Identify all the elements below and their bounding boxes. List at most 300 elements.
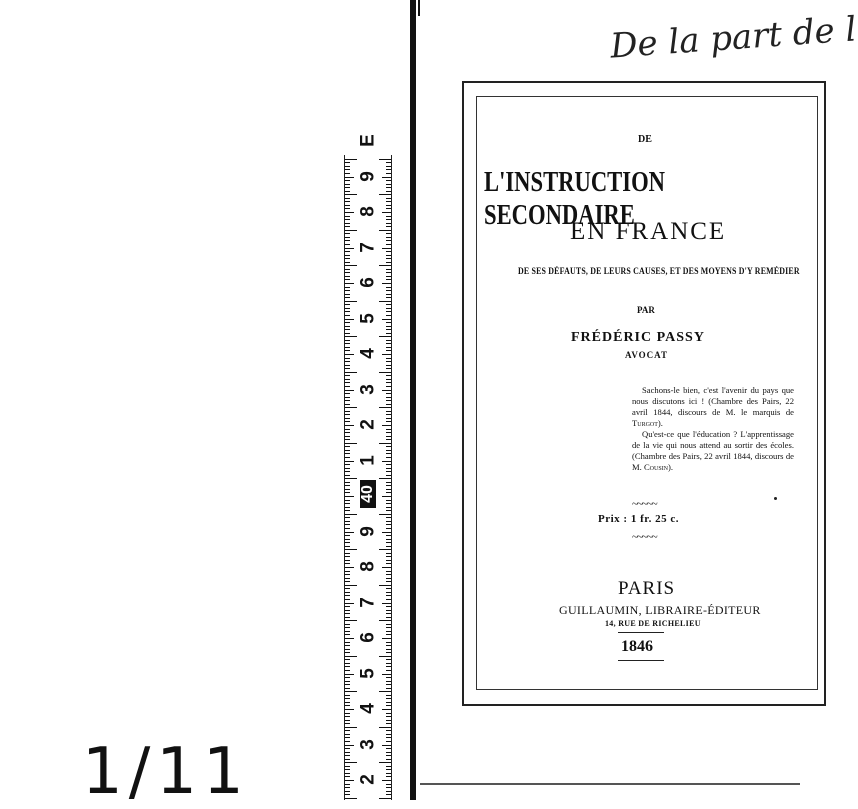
ruler-tick — [345, 549, 357, 550]
ruler-tick — [345, 734, 350, 735]
ruler-tick — [386, 269, 391, 270]
epigraph-attribution-1: Turgot — [632, 418, 658, 428]
ruler-tick — [345, 723, 350, 724]
ruler-tick — [345, 741, 350, 742]
ruler-tick — [345, 404, 350, 405]
book-title-line2: EN FRANCE — [570, 218, 727, 245]
ruler-tick — [386, 578, 391, 579]
ruler-tick — [379, 159, 391, 160]
ruler-tick — [379, 798, 391, 799]
ruler-tick — [345, 425, 354, 426]
ruler-tick — [386, 698, 391, 699]
ruler-tick — [345, 343, 350, 344]
ruler-tick — [382, 496, 391, 497]
ruler-tick — [386, 713, 391, 714]
ruler-tick — [386, 201, 391, 202]
ruler-tick — [386, 517, 391, 518]
ruler-tick — [386, 436, 391, 437]
ruler-tick — [386, 741, 391, 742]
ruler-tick — [345, 528, 350, 529]
ruler-tick — [386, 255, 391, 256]
ruler-tick — [345, 766, 350, 767]
ruler-tick — [345, 471, 350, 472]
ruler-tick — [345, 720, 350, 721]
epigraph-quote-1 — [632, 385, 794, 429]
ruler-tick — [345, 705, 350, 706]
ruler-tick — [345, 361, 350, 362]
ruler-tick — [386, 382, 391, 383]
ruler-tick — [386, 631, 391, 632]
ruler-tick — [345, 436, 350, 437]
ruler-tick — [345, 461, 354, 462]
ruler-tick — [386, 191, 391, 192]
ruler-number: 5 — [357, 667, 379, 679]
ruler-tick — [386, 766, 391, 767]
ruler-tick — [345, 603, 354, 604]
epigraph — [632, 385, 794, 473]
ruler-tick — [386, 645, 391, 646]
ruler-tick — [386, 450, 391, 451]
ruler-tick — [345, 354, 354, 355]
ruler-tick — [386, 730, 391, 731]
ruler-tick — [379, 762, 391, 763]
ruler-tick — [345, 649, 350, 650]
ruler-tick — [386, 670, 391, 671]
ruler-tick — [345, 677, 350, 678]
ruler-tick — [386, 347, 391, 348]
ruler-tick — [345, 581, 350, 582]
ruler-tick — [386, 379, 391, 380]
ruler-tick — [386, 553, 391, 554]
ruler-tick — [386, 358, 391, 359]
ruler-tick — [379, 372, 391, 373]
ruler-tick — [345, 475, 350, 476]
ruler-tick — [345, 194, 357, 195]
ruler-tick — [386, 681, 391, 682]
ruler-tick — [345, 752, 350, 753]
ruler-tick — [345, 439, 350, 440]
ruler-tick — [386, 560, 391, 561]
ruler-tick — [345, 482, 350, 483]
ruler-tick — [345, 223, 350, 224]
year-rule-bottom — [618, 660, 664, 661]
ruler-tick — [345, 347, 350, 348]
ruler-tick — [379, 620, 391, 621]
ruler-tick — [345, 784, 350, 785]
ruler-tick — [345, 652, 350, 653]
stray-mark — [774, 497, 777, 500]
ruler-tick — [382, 354, 391, 355]
ruler-tick — [345, 393, 350, 394]
ruler-tick — [386, 205, 391, 206]
ruler-tick — [345, 698, 350, 699]
epigraph-attribution-2: Cousin — [643, 462, 669, 472]
ruler-tick — [345, 201, 350, 202]
ruler-tick — [386, 581, 391, 582]
ruler-tick — [345, 432, 350, 433]
epigraph-quote-2 — [632, 429, 794, 473]
ruler-tick — [386, 556, 391, 557]
ruler-tick — [345, 510, 350, 511]
ruler-tick — [345, 333, 350, 334]
ruler-tick — [345, 390, 354, 391]
ruler-tick — [345, 713, 350, 714]
ruler-tick — [345, 521, 350, 522]
ruler-tick — [386, 226, 391, 227]
ruler-tick — [345, 162, 350, 163]
ruler-tick — [345, 365, 350, 366]
ruler-tick — [345, 251, 350, 252]
ruler-tick — [386, 272, 391, 273]
ruler-tick — [386, 503, 391, 504]
ruler-number: 7 — [357, 241, 379, 253]
ruler-tick — [345, 269, 350, 270]
ruler-tick — [386, 684, 391, 685]
ruler-tick — [386, 180, 391, 181]
ruler-tick — [386, 510, 391, 511]
ruler-tick — [386, 606, 391, 607]
ruler-tick — [345, 326, 350, 327]
year-rule-top — [618, 632, 664, 633]
ruler-tick — [345, 624, 350, 625]
ruler-tick — [386, 485, 391, 486]
ruler-tick — [345, 496, 354, 497]
author-name: FRÉDÉRIC PASSY — [571, 330, 705, 345]
ruler-tick — [345, 716, 350, 717]
ruler-tick — [345, 212, 354, 213]
ruler-tick — [345, 329, 350, 330]
ruler-tick — [345, 184, 350, 185]
ruler-tick — [345, 336, 357, 337]
ruler-tick — [386, 169, 391, 170]
ruler-tick — [379, 443, 391, 444]
ruler-tick — [345, 219, 350, 220]
ruler-tick — [386, 468, 391, 469]
ruler-tick — [386, 627, 391, 628]
ruler-tick — [345, 287, 350, 288]
ruler-tick — [379, 514, 391, 515]
ruler-tick — [345, 485, 350, 486]
ruler-tick — [345, 659, 350, 660]
ruler-tick — [345, 265, 357, 266]
handwritten-inscription: De la part de l — [608, 9, 858, 67]
ruler-tick — [345, 166, 350, 167]
ruler-tick — [345, 255, 350, 256]
ruler-tick — [345, 613, 350, 614]
ruler-tick — [386, 489, 391, 490]
ruler-tick — [345, 542, 350, 543]
ruler-tick — [379, 265, 391, 266]
publication-city: PARIS — [618, 578, 676, 599]
ruler-tick — [345, 514, 357, 515]
ruler-tick — [382, 745, 391, 746]
ruler-tick — [345, 262, 350, 263]
ruler-tick — [386, 279, 391, 280]
ruler-tick — [345, 688, 350, 689]
ruler-tick — [345, 382, 350, 383]
ruler-tick — [345, 311, 350, 312]
ruler-tick — [386, 705, 391, 706]
ruler-tick — [345, 322, 350, 323]
ruler-tick — [345, 397, 350, 398]
measuring-ruler — [344, 134, 392, 800]
ruler-tick — [386, 720, 391, 721]
ruler-tick — [345, 748, 350, 749]
ruler-tick — [386, 240, 391, 241]
ruler-tick — [382, 212, 391, 213]
book-title: L'INSTRUCTION SECONDAIRE — [484, 166, 666, 231]
ruler-tick — [345, 567, 354, 568]
ruler-tick — [386, 659, 391, 660]
ruler-tick — [386, 198, 391, 199]
ruler-tick — [379, 656, 391, 657]
ruler-tick — [386, 166, 391, 167]
ruler-tick — [345, 304, 350, 305]
ruler-tick — [386, 599, 391, 600]
ruler-tick — [386, 340, 391, 341]
ruler-tick — [386, 677, 391, 678]
ruler-tick — [345, 411, 350, 412]
ruler-tick — [386, 759, 391, 760]
ruler-tick — [386, 574, 391, 575]
ruler-tick — [386, 233, 391, 234]
ruler-tick — [345, 553, 350, 554]
ruler-tick — [345, 492, 350, 493]
ruler-number: 4 — [357, 348, 379, 359]
book-subtitle: DE SES DÉFAUTS, DE LEURS CAUSES, ET DES MOYENS D'Y REMÉDIER — [518, 266, 800, 276]
ruler-tick — [386, 642, 391, 643]
ruler-tick — [386, 276, 391, 277]
ruler-tick — [386, 414, 391, 415]
ruler-tick — [386, 397, 391, 398]
ruler-tick — [345, 791, 350, 792]
ruler-tick — [345, 709, 354, 710]
folio-number: 1/11 — [82, 735, 250, 809]
ruler-tick — [386, 446, 391, 447]
ruler-tick — [386, 546, 391, 547]
ruler-tick — [386, 162, 391, 163]
ruler-tick — [386, 784, 391, 785]
ruler-tick — [386, 453, 391, 454]
ruler-tick — [386, 535, 391, 536]
ruler-tick — [345, 457, 350, 458]
ruler-tick — [386, 716, 391, 717]
ruler-tick — [345, 258, 350, 259]
title-prefix: DE — [638, 134, 652, 145]
ornament-bottom: ~~~~~ — [632, 531, 657, 543]
ruler-tick — [386, 539, 391, 540]
ruler-tick — [382, 674, 391, 675]
ruler-tick — [345, 248, 354, 249]
ruler-tick — [382, 283, 391, 284]
ruler-tick — [345, 205, 350, 206]
ruler-tick — [345, 556, 350, 557]
ruler-tick — [345, 642, 350, 643]
ruler-tick — [345, 737, 350, 738]
ruler-tick — [345, 631, 350, 632]
ruler-tick — [386, 542, 391, 543]
ruler-tick — [386, 666, 391, 667]
ruler-tick — [345, 574, 350, 575]
ruler-tick — [345, 198, 350, 199]
ruler-tick — [382, 319, 391, 320]
ruler-tick — [345, 319, 354, 320]
ruler-tick — [386, 308, 391, 309]
ruler-tick — [345, 446, 350, 447]
ruler-tick — [386, 695, 391, 696]
ruler-tick — [345, 237, 350, 238]
ruler-tick — [386, 386, 391, 387]
ruler-number: 7 — [357, 596, 379, 608]
ruler-tick — [386, 748, 391, 749]
ruler-tick — [345, 468, 350, 469]
ruler-tick — [345, 638, 354, 639]
ruler-tick — [386, 595, 391, 596]
ruler-tick — [345, 634, 350, 635]
ruler-tick — [386, 500, 391, 501]
ruler-tick — [345, 173, 350, 174]
ruler-tick — [345, 606, 350, 607]
ruler-tick — [386, 791, 391, 792]
ruler-tick — [386, 492, 391, 493]
ruler-tick — [386, 258, 391, 259]
ruler-tick — [386, 588, 391, 589]
ruler-tick — [382, 709, 391, 710]
ruler-tick — [382, 567, 391, 568]
ruler-tick — [386, 429, 391, 430]
ruler-tick — [345, 670, 350, 671]
ruler-tick — [386, 219, 391, 220]
ruler-tick — [345, 798, 357, 799]
ruler-tick — [345, 187, 350, 188]
ruler-number: 3 — [357, 738, 379, 750]
ruler-tick — [386, 457, 391, 458]
ruler-tick — [345, 308, 350, 309]
ruler-tick — [386, 304, 391, 305]
ruler-number: 9 — [357, 525, 379, 537]
ruler-tick — [379, 585, 391, 586]
ruler-tick — [386, 521, 391, 522]
ruler-tick — [345, 453, 350, 454]
epigraph-text-1: Sachons-le bien, c'est l'avenir du pays que nous discutons ici ! (Chambre des Pairs, 22 avril 1844, discours de M. le marquis de — [632, 385, 794, 417]
publisher: GUILLAUMIN, LIBRAIRE-ÉDITEUR — [559, 603, 761, 617]
price: Prix : 1 fr. 25 c. — [598, 513, 679, 525]
ruler-tick — [386, 393, 391, 394]
ruler-tick — [386, 329, 391, 330]
ruler-number: 6 — [357, 632, 379, 643]
ruler-tick — [386, 702, 391, 703]
ruler-tick — [345, 283, 354, 284]
epigraph-end-2: ). — [668, 462, 674, 472]
ruler-tick — [382, 532, 391, 533]
ruler-tick — [386, 563, 391, 564]
ruler-tick — [382, 177, 391, 178]
ruler-tick — [345, 191, 350, 192]
ruler-tick — [345, 645, 350, 646]
ruler-tick — [386, 223, 391, 224]
ruler-tick — [345, 592, 350, 593]
ruler-tick — [345, 297, 350, 298]
ruler-tick — [386, 617, 391, 618]
ruler-tick — [386, 634, 391, 635]
ruler-tick — [386, 610, 391, 611]
ruler-tick — [345, 350, 350, 351]
ruler-tick — [345, 429, 350, 430]
ruler-tick — [345, 532, 354, 533]
ruler-tick — [345, 272, 350, 273]
ruler-tick — [386, 290, 391, 291]
epigraph-text-2: Qu'est-ce que l'éducation ? L'apprentissage de la vie qui nous attend au sortir des écoles. (Chambre des Pairs, 22 avril 1844, discours de M. — [632, 429, 794, 472]
ruler-tick — [382, 425, 391, 426]
ruler-tick — [345, 450, 350, 451]
ruler-tick — [386, 592, 391, 593]
ruler-number: 5 — [357, 312, 379, 324]
publisher-address: 14, RUE DE RICHELIEU — [605, 619, 701, 628]
ruler-tick — [386, 755, 391, 756]
ruler-tick — [379, 194, 391, 195]
ruler-tick — [382, 780, 391, 781]
ruler-tick — [345, 208, 350, 209]
ruler-tick — [345, 535, 350, 536]
ruler-tick — [382, 390, 391, 391]
page-bottom-edge — [420, 783, 800, 785]
ruler-tick — [382, 248, 391, 249]
ruler-tick — [386, 418, 391, 419]
ruler-tick — [345, 588, 350, 589]
ruler-number: 8 — [357, 206, 379, 217]
ruler-tick — [386, 315, 391, 316]
ruler-tick — [345, 294, 350, 295]
ruler-tick — [345, 780, 354, 781]
ruler-tick — [386, 365, 391, 366]
ruler-tick — [345, 279, 350, 280]
ruler-tick — [345, 563, 350, 564]
ruler-tick — [345, 503, 350, 504]
ruler-tick — [345, 500, 350, 501]
ruler-tick — [386, 787, 391, 788]
ruler-tick — [345, 301, 357, 302]
ruler-tick — [386, 571, 391, 572]
ruler-tick — [386, 421, 391, 422]
ruler-tick — [382, 461, 391, 462]
ruler-tick — [345, 674, 354, 675]
ruler-tick — [345, 358, 350, 359]
ruler-tick — [379, 407, 391, 408]
ruler-tick — [345, 656, 357, 657]
ruler-tick — [345, 773, 350, 774]
ruler-tick — [345, 421, 350, 422]
ruler-tick — [386, 776, 391, 777]
ruler-tick — [386, 294, 391, 295]
ruler-number: 2 — [357, 419, 379, 430]
ruler-tick — [382, 638, 391, 639]
ruler-tick — [345, 727, 357, 728]
ruler-tick — [386, 311, 391, 312]
ruler-tick — [386, 404, 391, 405]
ruler-tick — [345, 691, 357, 692]
ruler-tick — [386, 333, 391, 334]
ruler-number: 8 — [357, 561, 379, 572]
ruler-number: 40 — [360, 480, 376, 508]
ruler-number: 4 — [357, 703, 379, 714]
gutter-mark — [418, 0, 420, 16]
ruler-tick — [345, 681, 350, 682]
ruler-tick — [386, 471, 391, 472]
ruler-tick — [345, 386, 350, 387]
ruler-tick — [386, 663, 391, 664]
ruler-tick — [345, 794, 350, 795]
ruler-tick — [379, 691, 391, 692]
